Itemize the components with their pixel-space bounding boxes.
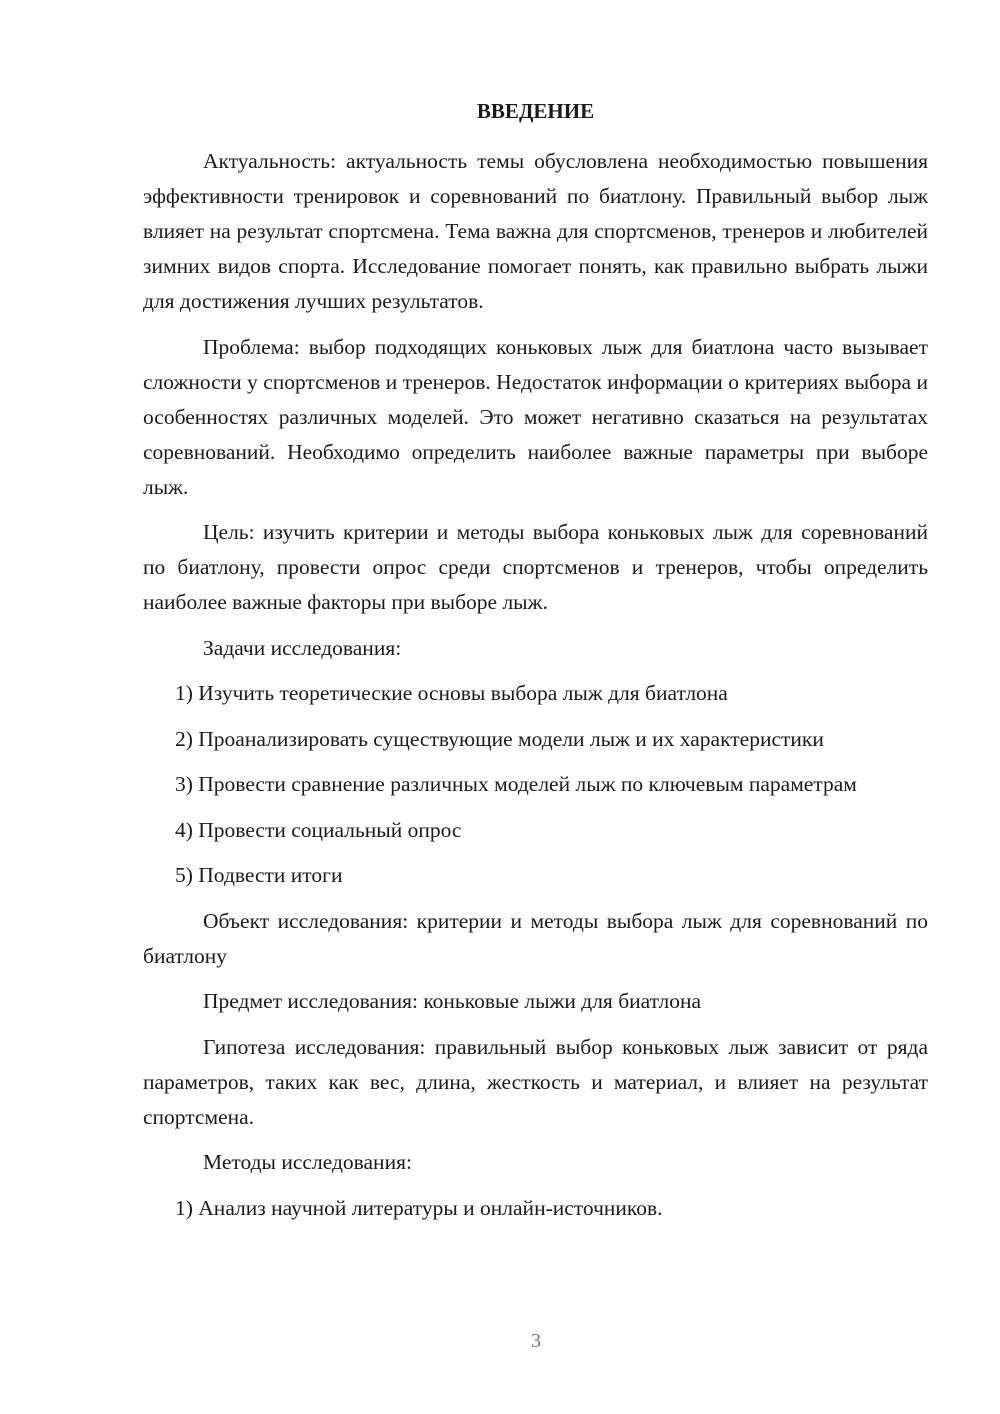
tasks-heading: Задачи исследования: bbox=[203, 635, 402, 660]
task-item: 2) Проанализировать существующие модели лыж и их характеристики bbox=[175, 726, 824, 751]
methods-heading: Методы исследования: bbox=[203, 1150, 412, 1174]
document-page bbox=[143, 94, 928, 1236]
task-item: 3) Провести сравнение различных моделей лыж по ключевым параметрам bbox=[175, 772, 857, 796]
task-item: 1) Изучить теоретические основы выбора лыж для биатлона bbox=[175, 681, 728, 705]
paragraph-goal: Цель: изучить критерии и методы выбора коньковых лыж для соревнований по биатлону, провести опрос среди спортсменов и тренеров, чтобы определить наиболее важные факторы при выборе лыж. bbox=[143, 520, 928, 614]
paragraph-subject: Предмет исследования: коньковые лыжи для биатлона bbox=[203, 989, 702, 1013]
paragraph-hypothesis: Гипотеза исследования: правильный выбор коньковых лыж зависит от ряда параметров, таких как вес, длина, жесткость и материал, и влияет на результат спортсмена. bbox=[143, 1034, 928, 1129]
paragraph-object: Объект исследования: критерии и методы выбора лыж для соревнований по биатлону bbox=[143, 908, 928, 968]
method-item: 1) Анализ научной литературы и онлайн-источников. bbox=[175, 1195, 663, 1220]
section-title: ВВЕДЕНИЕ bbox=[476, 99, 595, 123]
task-item: 5) Подвести итоги bbox=[175, 863, 343, 887]
paragraph-relevance: Актуальность: актуальность темы обусловлена необходимостью повышения эффективности тренировок и соревнований по биатлону. Правильный выбор лыж влияет на результат спортсмена. Тема важна для спортсменов, тренеров и любителей зимних видов спорта. Исследование помогает понять, как правильно выбрать лыжи для достижения лучших результатов. bbox=[143, 149, 928, 313]
task-item: 4) Провести социальный опрос bbox=[175, 817, 462, 842]
paragraph-problem: Проблема: выбор подходящих коньковых лыж для биатлона часто вызывает сложности у спортсменов и тренеров. Недостаток информации о критериях выбора и особенностях различных моделей. Это может негативно сказаться на результатах соревнований. Необходимо определить наиболее важные параметры при выборе лыж. bbox=[143, 334, 928, 499]
page-number: 3 bbox=[531, 1330, 541, 1352]
